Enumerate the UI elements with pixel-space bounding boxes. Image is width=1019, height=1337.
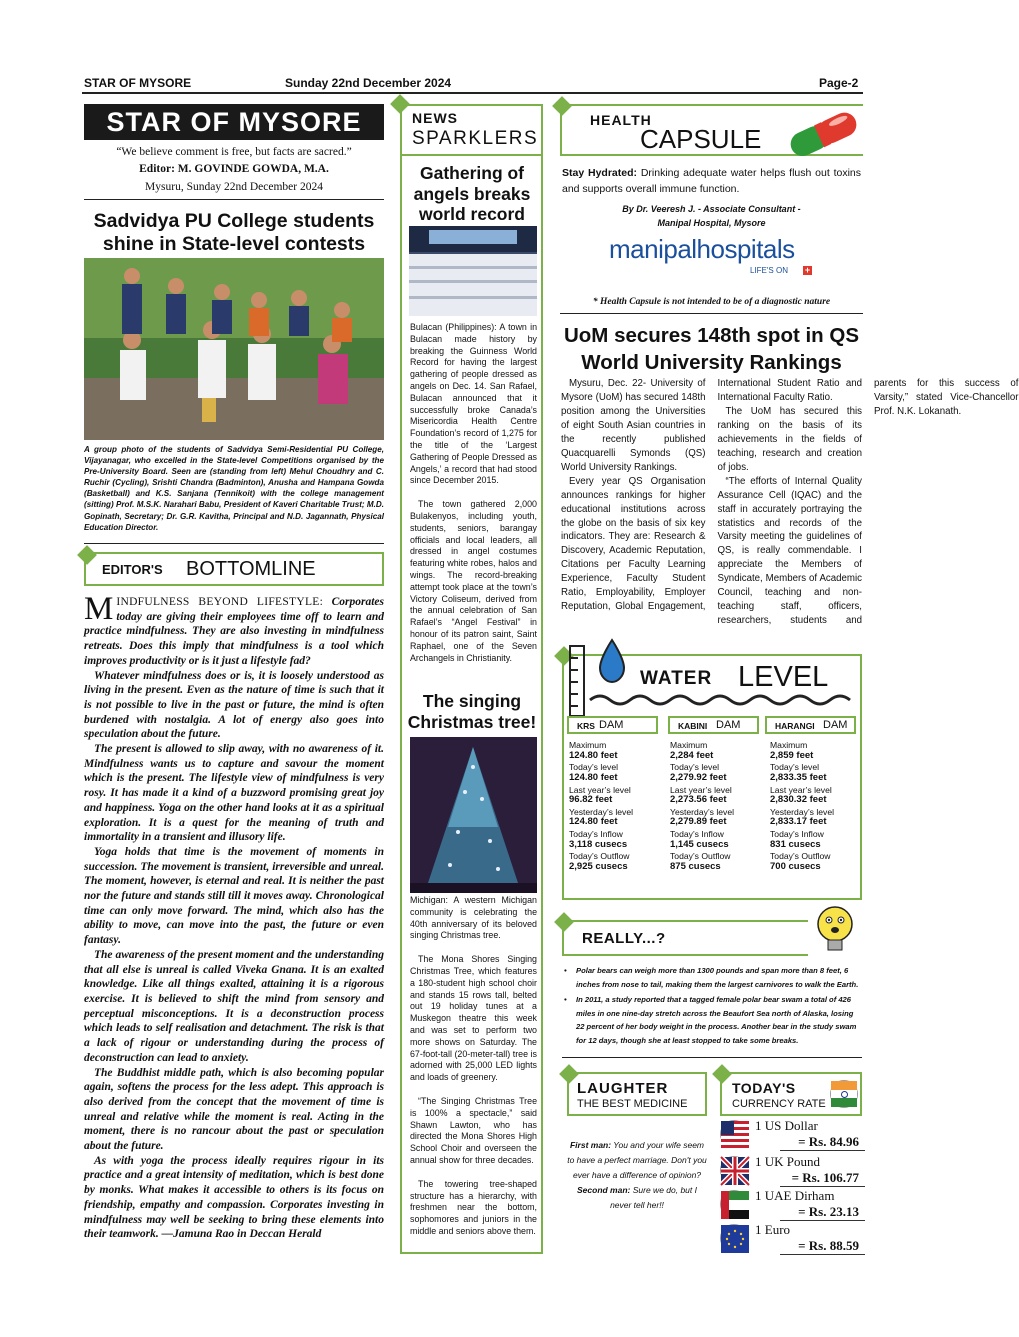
college-caption: A group photo of the students of Sadvidya Semi-Residential PU College, Vijayanagar, who excelled in the State-level Competitions organised by the Pre-University Board. Seen are (standing from left) Mehul Choudhry and C. Ruchir (Cycling), Srishti Chandra (Badminton), Anusha and Hampana Gowda (Basketball) and K.S. Sanjana (Tennikoit) with the college management (sitting) Prof. M.S.K. Narahari Babu, President of Kaveri Charitable Trust; M.D. Gopinath, Secretary; Dr. G.R. Kavitha, Principal and N.D. Jagannath, Physical Education Director.: [84, 445, 384, 532]
uae-flag-icon: [720, 1190, 748, 1218]
krs-yesterday: 124.80 feet: [569, 816, 618, 828]
currency-row-aed: [720, 1188, 865, 1220]
stat-label: Today’s Outflow: [670, 851, 731, 862]
stat-label: Maximum: [770, 740, 808, 750]
harangi-today: 2,833.35 feet: [770, 771, 827, 783]
laughter-joke: [567, 1138, 707, 1213]
kabini-label-light: DAM: [716, 719, 741, 731]
joke-speaker-2: Second man:: [577, 1185, 631, 1195]
editorial-p5: The awareness of the present moment and the understanding that all else is unreal is called Viveka Gnana. It is an exalted knowledge. Like all things exalted, attaining it is a rigorous exercise. It is believed to shift the mind from sensory and perceptual misconceptions. It is a deconstruction process which leads to self realisation and detachment. The risk is that a lack of rigour or understanding during the process of deconstruction can lead to anxiety.: [84, 948, 384, 1064]
krs-tab: [567, 716, 658, 734]
currency-divider: [780, 1150, 865, 1151]
fact-item: [564, 964, 862, 991]
fact-item: [564, 993, 862, 1047]
editorial-label-corner: [77, 545, 97, 565]
editorial-p7: As with yoga the process ideally requires rigour in its practice and a great intensity of meditation, which is best done by monks. What makes it accessible to others is its focus on friendship, empathy and compassion. Corporates investing in mindfulness may well be seeking to bring these elements into their teamwork. —Jamuna Rao in Deccan Herald: [84, 1154, 384, 1241]
krs-last-year: 96.82 feet: [569, 794, 613, 806]
editorial-label-light: BOTTOMLINE: [186, 558, 316, 580]
really-facts: [564, 964, 862, 1047]
usa-flag-icon: [720, 1120, 748, 1148]
stat-label: Today’s Outflow: [569, 851, 630, 862]
really-label-box: [562, 920, 808, 956]
kabini-inflow: 1,145 cusecs: [670, 838, 729, 850]
tree-photo: [410, 737, 537, 893]
health-label-light: CAPSULE: [640, 124, 762, 154]
stat-label: Today’s level: [569, 762, 619, 773]
editorial-p6: The Buddhist middle path, which is also becoming popular again, softens the process for the less adept. This approach is also derived from the concept that the movement of time is unreal and relative while the moment is real. Acting in the moment, there is no rancour about the past or speculation about the future.: [84, 1066, 384, 1153]
harangi-last-year: 2,830.32 feet: [770, 794, 827, 806]
editorial-label-box: [84, 552, 384, 586]
editorial-dropcap: M: [84, 591, 114, 627]
masthead-editor: Editor: M. GOVINDE GOWDA, M.A.: [139, 163, 329, 175]
really-label: REALLY...?: [582, 930, 666, 947]
angels-p1: Bulacan (Philippines): A town in Bulacan made history by breaking the Guinness World Record for having the largest gathering of people dressed as angels on Dec. 14. San Rafael, Bulacan announced that it successfully broke Canada’s Misericordia Health Centre Foundation’s record of 1,275 for the title of the ‘Largest Gathering of People Dressed as Angels,’ a record that had stood since December 2015.: [410, 322, 537, 486]
tree-body: [410, 895, 537, 1238]
currency-row-gbp: [720, 1154, 865, 1186]
stat-label: Today’s level: [770, 762, 820, 773]
stat-label: Maximum: [670, 740, 708, 750]
eur-name: 1 Euro: [755, 1222, 791, 1237]
fact-1: Polar bears can weigh more than 1300 pounds and span more than 8 feet, 6 inches from nose to tail, making them the largest carnivores to walk the Earth.: [576, 966, 859, 989]
sparklers-label-light: SPARKLERS: [412, 128, 539, 149]
harangi-stats: [770, 741, 860, 875]
kabini-yesterday: 2,279.89 feet: [670, 816, 727, 828]
krs-today: 124.80 feet: [569, 771, 618, 783]
krs-outflow: 2,925 cusecs: [569, 860, 628, 872]
editorial-body: [84, 591, 384, 1242]
sparklers-label: [400, 104, 543, 156]
tree-p2: The Mona Shores Singing Christmas Tree, which features a 180-student high school choir and stands 15 rows tall, belted out 19 holiday tunes at a Muskegon theatre this week and was set to perform two more shows on Saturday. The 67-foot-tall (20-meter-tall) tree is adorned with 25,000 LED lights and loads of greenery.: [410, 954, 537, 1083]
sparklers-corner: [390, 94, 410, 114]
uom-body: [561, 377, 1019, 629]
water-waves-icon: [590, 690, 860, 719]
masthead-rule: [84, 199, 384, 200]
kabini-tab: [668, 716, 759, 734]
harangi-label-light: DAM: [823, 719, 848, 731]
harangi-label-bold: HARANGI: [775, 721, 815, 731]
editorial-p1: Corporates today are giving their employees time off to learn and practice mindfulness. They are also investing in mindfulness retreats. Does this imply that mindfulness is a tool which improves productivity or is it just a lifestyle fad?: [84, 596, 384, 667]
krs-label-light: DAM: [599, 719, 624, 731]
stat-label: Today’s Inflow: [770, 829, 824, 839]
stat-label: Last year’s level: [770, 784, 832, 795]
kabini-today: 2,279.92 feet: [670, 771, 727, 783]
stat-label: Yesterday’s level: [670, 806, 735, 817]
uom-p2: Every year QS Organisation announces rankings for higher educational institutions across the globe on the basis of six key indicators. They are: Research & Discovery, Academic Reputation, Citations per Faculty Learning Experience, Faculty Student Ratio, Employability, Employer Reputation, Global Engagement, International Student Ratio and International Faculty Ratio.: [561, 378, 862, 613]
eu-flag-icon: [720, 1224, 748, 1252]
manipal-logo: manipalhospitals: [609, 234, 795, 264]
kabini-last-year: 2,273.56 feet: [670, 794, 727, 806]
header-paper-name: STAR OF MYSORE: [84, 76, 192, 90]
kabini-stats: [670, 741, 762, 875]
usd-name: 1 US Dollar: [755, 1118, 818, 1133]
harangi-outflow: 700 cusecs: [770, 860, 821, 872]
editorial-p2: Whatever mindfulness does or is, it is loosely understood as living in the present. Even as the nature of time is such that it is not possible to live in the past or future, the mind is often burdened with nostalgia. A lot of energy also goes into speculation about the future.: [84, 669, 384, 741]
stat-label: Today’s Inflow: [569, 829, 623, 839]
masthead-motto: “We believe comment is free, but facts are sacred.”: [116, 146, 352, 158]
currency-row-eur: [720, 1222, 865, 1254]
uk-flag-icon: [720, 1156, 748, 1184]
tree-p3: “The Singing Christmas Tree is 100% a spectacle,” said Shawn Lawton, who has directed the Mona Shores High School Choir and overseen the annual show for three decades.: [410, 1095, 537, 1165]
editorial-p3: The present is allowed to slip away, with no awareness of it. Mindfulness wants us to capture and savour the moment which is the present. The lifestyle view of mindfulness is very rosy. It has made it a kind of a buzzword promising great joy and happiness. Yoga on the other hand looks at it as a spiritual exploration. It is a quest for the meaning of truth and immortality in a transient and illusory life.: [84, 743, 384, 844]
stat-label: Last year’s level: [569, 784, 631, 795]
water-label-bold: WATER: [640, 668, 713, 689]
header-date: Sunday 22nd December 2024: [285, 76, 452, 90]
stat-label: Yesterday’s level: [569, 806, 634, 817]
krs-label-bold: KRS: [577, 721, 595, 731]
header-page-number: Page-2: [819, 76, 859, 90]
stat-label: Today’s level: [670, 762, 720, 773]
gbp-value: = Rs. 106.77: [791, 1170, 859, 1185]
currency-divider: [780, 1186, 865, 1187]
angels-photo: [409, 226, 537, 316]
usd-value: = Rs. 84.96: [798, 1134, 859, 1149]
really-rule: [562, 1057, 862, 1058]
krs-stats: [569, 741, 661, 875]
currency-list: [720, 1118, 865, 1258]
health-label: [560, 104, 863, 156]
eur-value: = Rs. 88.59: [798, 1238, 859, 1253]
currency-corner: [712, 1064, 732, 1084]
masthead-dateline: Mysuru, Sunday 22nd December 2024: [145, 181, 323, 193]
currency-label-light: CURRENCY RATE: [732, 1098, 826, 1110]
health-byline-1: By Dr. Veeresh J. - Associate Consultant -: [622, 204, 801, 214]
header-rule: [82, 92, 863, 94]
tree-p1: Michigan: A western Michigan community is celebrating the 40th anniversary of its beloved singing Christmas tree.: [410, 895, 537, 941]
krs-inflow: 3,118 cusecs: [569, 838, 628, 850]
aed-value: = Rs. 23.13: [798, 1204, 859, 1219]
uom-p1: Mysuru, Dec. 22- University of Mysore (UoM) has secured 148th position among the Universities of eight South Asian countries in the recently published Quacquarelli Symonds (QS) World University Rankings.: [561, 378, 706, 473]
stat-label: Last year’s level: [670, 784, 732, 795]
health-corner: [552, 96, 572, 116]
kabini-label-bold: KABINI: [678, 721, 708, 731]
health-disclaimer: * Health Capsule is not intended to be of a diagnostic nature: [592, 297, 831, 307]
college-photo: [84, 258, 384, 440]
editorial-lead-caps: INDFULNESS BEYOND LIFESTYLE:: [116, 596, 324, 608]
gbp-name: 1 UK Pound: [755, 1154, 821, 1169]
stat-label: Yesterday’s level: [770, 806, 835, 817]
uom-p4: “The efforts of Internal Quality Assurance Cell (IQAC) and the staff in accurately portraying the statistics and records of the Varsity meeting the guidelines of QS, is really commendable. I appreciate the Members of Syndicate, Members of Academic Council, teaching and non-teaching staff, officers, researchers, students and parents for this success of Varsity,” stated Vice-Chancellor Prof. N.K. Lokanath.: [717, 378, 1019, 627]
masthead-title: STAR OF MYSORE: [84, 104, 384, 140]
stat-label: Today’s Outflow: [770, 851, 831, 862]
water-label-light: LEVEL: [738, 661, 829, 693]
harangi-max: 2,859 feet: [770, 749, 814, 761]
currency-divider: [780, 1220, 865, 1221]
currency-divider: [780, 1254, 865, 1255]
krs-max: 124.80 feet: [569, 749, 618, 761]
laughter-corner: [559, 1064, 579, 1084]
uom-headline: UoM secures 148th spot in QS World University Rankings: [563, 324, 860, 374]
really-corner: [554, 912, 574, 932]
health-byline-2: Manipal Hospital, Mysore: [657, 218, 766, 228]
sparklers-label-bold: NEWS: [412, 110, 458, 126]
uom-p3: The UoM has secured this ranking on the basis of its achievements in the fields of teaching, research and creation of jobs.: [717, 405, 862, 473]
bullet-icon: •: [564, 995, 567, 1004]
currency-label-box: [720, 1072, 862, 1116]
currency-label-bold: TODAY'S: [732, 1080, 796, 1096]
harangi-tab: [765, 716, 856, 734]
currency-row-usd: [720, 1118, 865, 1150]
health-label-bold: HEALTH: [590, 112, 652, 128]
joke-line-1: You and your wife seem to have a perfect marriage. Don't you ever have a difference of opinion?: [567, 1140, 707, 1180]
harangi-yesterday: 2,833.17 feet: [770, 816, 827, 828]
joke-line-2: Sure we do, but I never tell her!!: [610, 1185, 697, 1210]
health-tip: [562, 166, 861, 197]
manipal-plus-icon: +: [804, 265, 811, 275]
bullet-icon: •: [564, 966, 567, 975]
health-tip-text: Drinking adequate water helps flush out toxins and supports overall immune function.: [562, 167, 862, 195]
harangi-inflow: 831 cusecs: [770, 838, 821, 850]
health-tip-bold: Stay Hydrated:: [562, 167, 638, 179]
laughter-label-box: [567, 1072, 707, 1116]
tree-headline: The singing Christmas tree!: [407, 691, 537, 732]
angels-p2: The town gathered 2,000 Bulakenyos, including youth, students, seniors, barangay officials and local leaders, all dressed in angel costumes featuring white robes, halos and wings. The record-breaking attempt took place at the town’s Victory Coliseum, derived from the annual celebration of San Rafael’s “Angel Festival” in honour of its patron saint, Saint Raphael, one of the Seven Archangels in Christianity.: [410, 499, 537, 663]
india-flag-icon: [830, 1080, 858, 1108]
tree-p4: The towering tree-shaped structure has a hierarchy, with freshmen near the bottom, sophomores and juniors in the middle and seniors above them.: [410, 1178, 537, 1236]
kabini-outflow: 875 cusecs: [670, 860, 721, 872]
college-headline: Sadvidya PU College students shine in State-level contests: [93, 210, 375, 255]
angels-headline: Gathering of angels breaks world record: [413, 163, 531, 224]
kabini-max: 2,284 feet: [670, 749, 714, 761]
editorial-label-bold: EDITOR'S: [102, 562, 163, 577]
angels-body: [410, 322, 537, 664]
health-rule: [560, 313, 863, 314]
stat-label: Maximum: [569, 740, 607, 750]
laughter-label-light: THE BEST MEDICINE: [577, 1098, 688, 1110]
manipal-tagline: LIFE'S ON: [750, 266, 788, 275]
fact-2: In 2011, a study reported that a tagged female polar bear swam a total of 426 miles in one nine-day stretch across the Beaufort Sea north of Alaska, losing 22 percent of her body weight in the process. Another bear in the study swam for 12 days, though she at least stopped to take some breaks.: [576, 995, 857, 1045]
joke-speaker-1: First man:: [569, 1140, 612, 1150]
capsule-icon: [782, 108, 866, 163]
lightbulb-icon: [808, 902, 862, 965]
editorial-p4: Yoga holds that time is the movement of moments in succession. The movement is transient, irreversible and unreal. The moment, however, is eternal and real. It is neither the past nor the future and stands still till it moves away. Chronological time can only move forward. The mind, which also has the ability to move, can move into the past, the future or even fantasy.: [84, 845, 384, 947]
stat-label: Today’s Inflow: [670, 829, 724, 839]
laughter-label-bold: LAUGHTER: [577, 1080, 669, 1097]
aed-name: 1 UAE Dirham: [755, 1188, 835, 1203]
caption-rule: [84, 543, 384, 544]
